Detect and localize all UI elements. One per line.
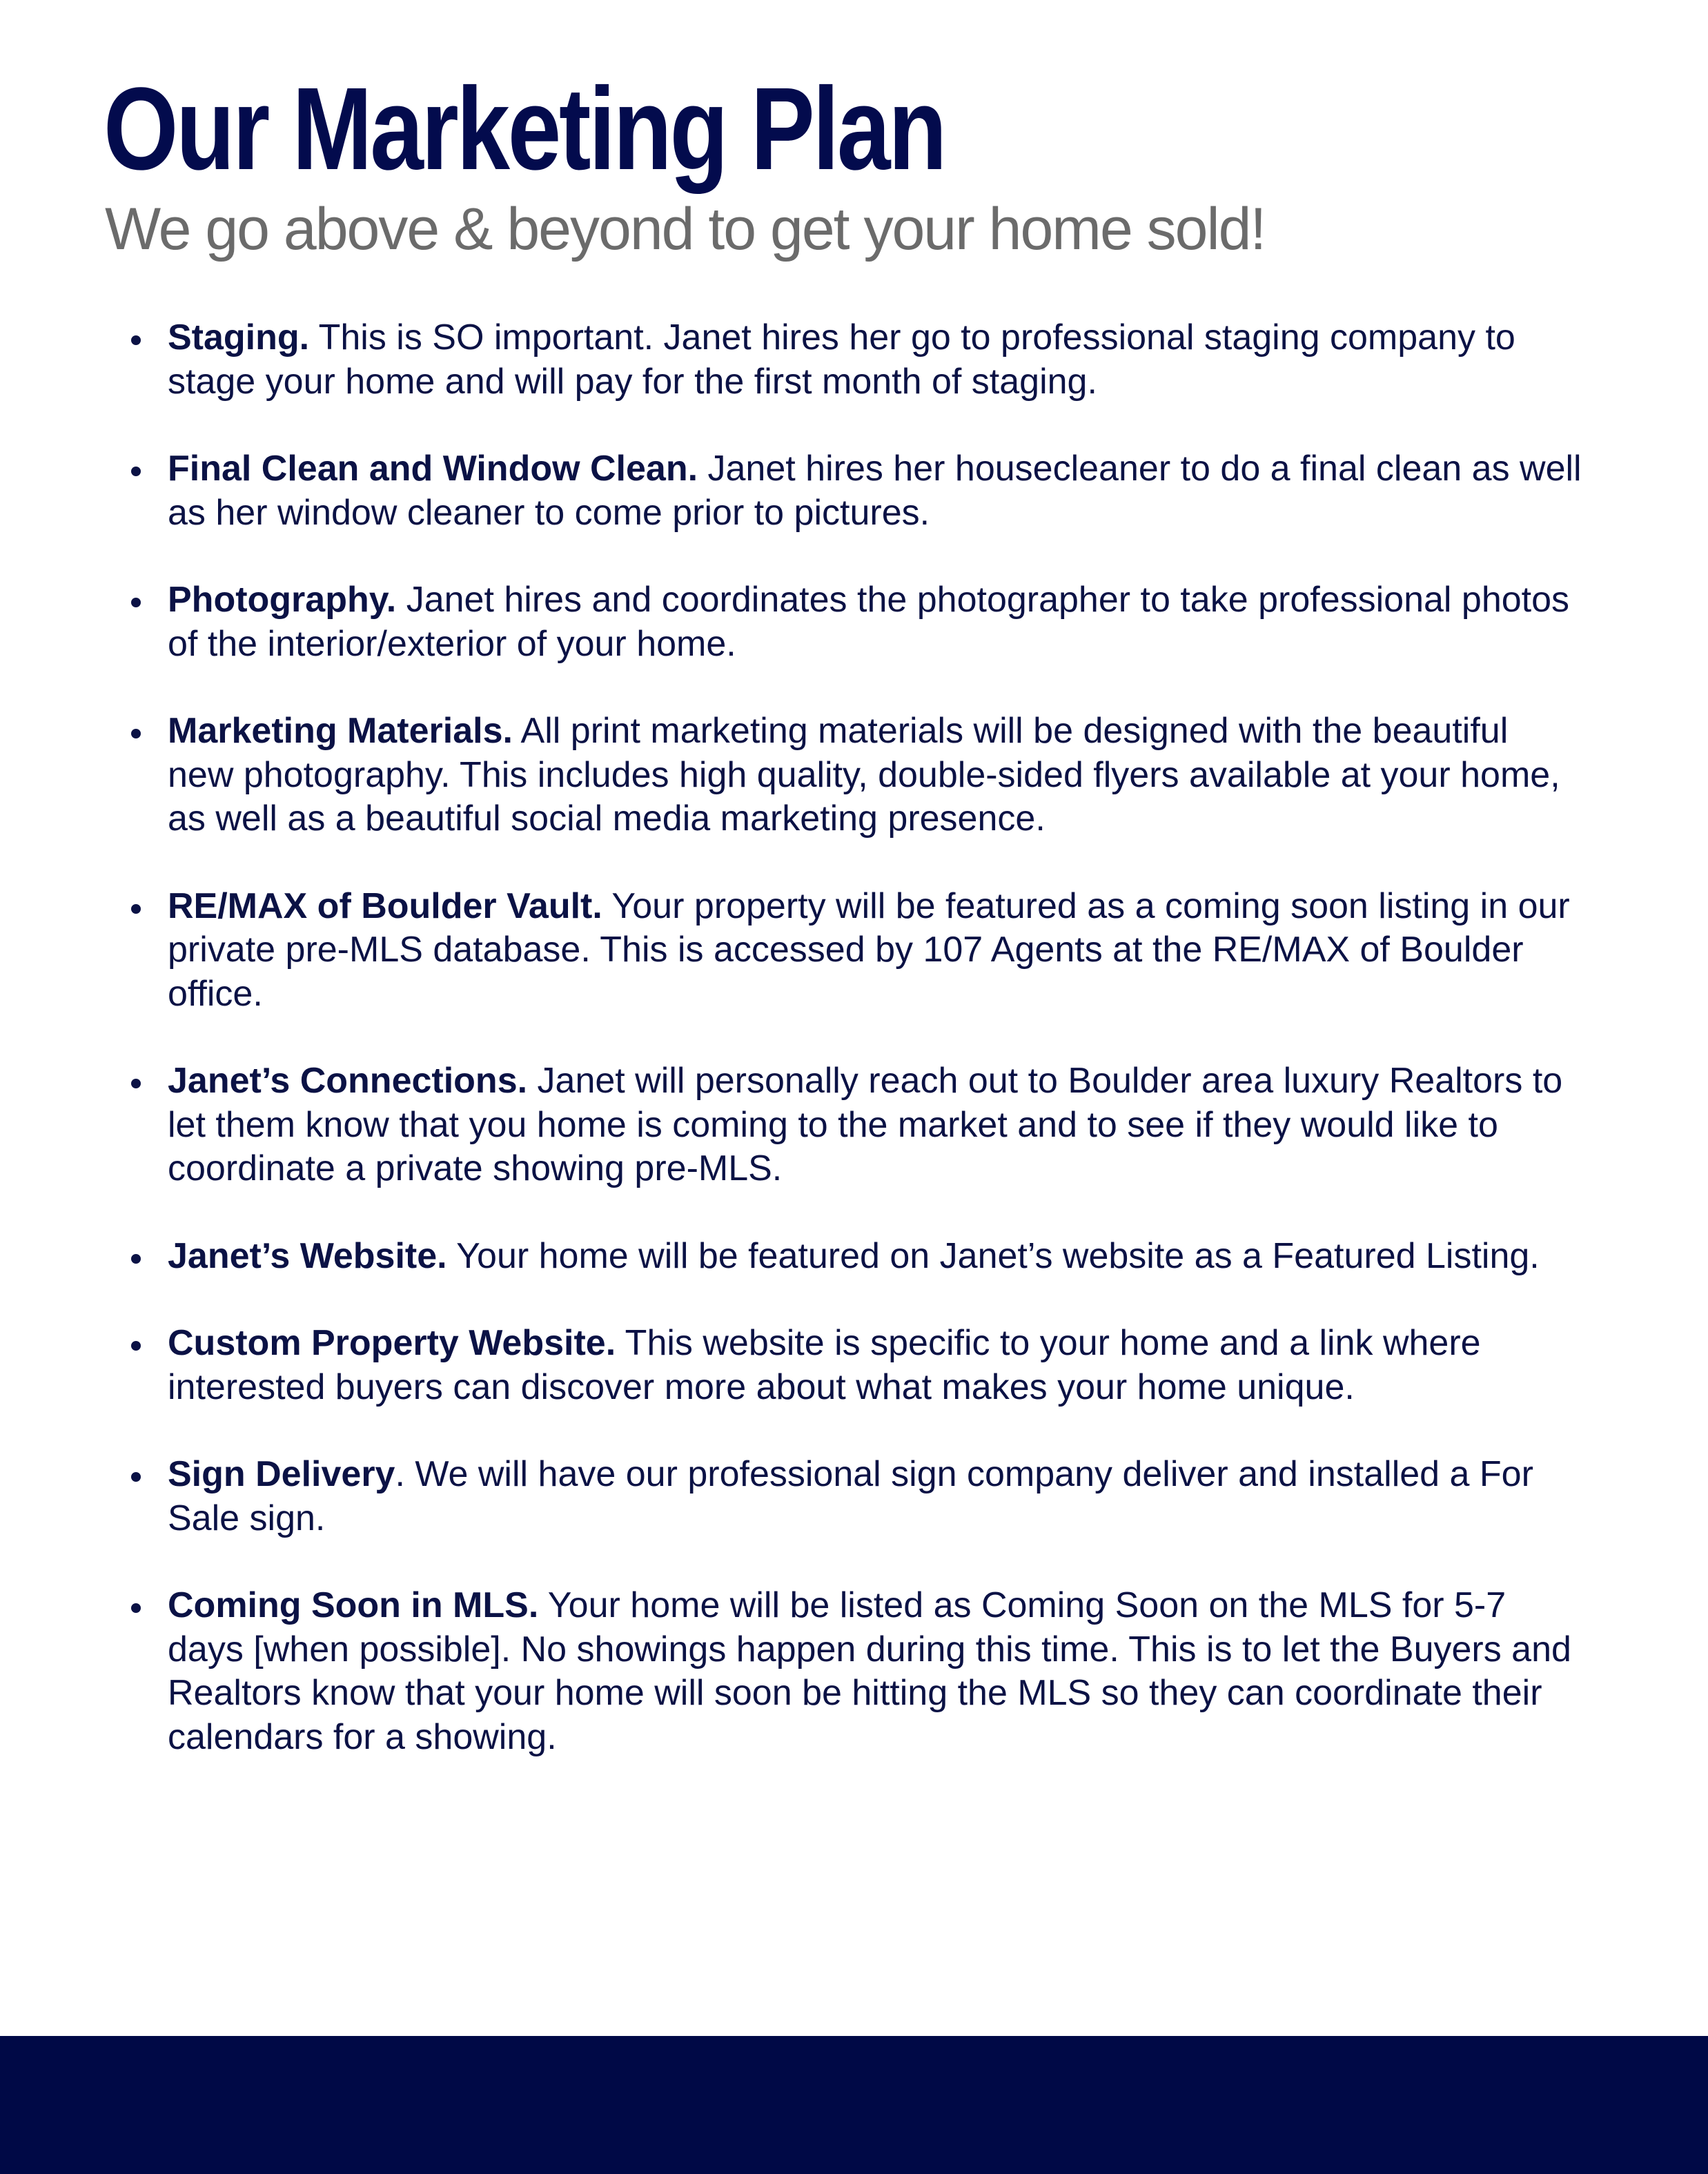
plan-item-photography (168, 578, 1582, 666)
plan-item-title: Photography. (168, 580, 397, 620)
plan-item-text: Your home will be featured on Janet’s website as a Featured Listing. (446, 1235, 1540, 1276)
plan-item-text: This is SO important. Janet hires her go to professional staging company to stage your home and will pay for the first month of staging. (168, 317, 1515, 402)
plan-item-sign-delivery (168, 1453, 1582, 1540)
plan-item-text: This website is specific to your home and a link where interested buyers can discover more about what makes your home unique. (168, 1323, 1481, 1407)
plan-item-text: All print marketing materials will be designed with the beautiful new photography. This includes high quality, double-sided flyers available at your home, as well as a beautiful social media marketing presence. (168, 711, 1560, 839)
plan-item-text: Janet hires and coordinates the photographer to take professional photos of the interior/exterior of your home. (168, 580, 1570, 664)
plan-item-text: Your property will be featured as a coming soon listing in our private pre-MLS database. This is accessed by 107 Agents at the RE/MAX of Boulder office. (168, 885, 1570, 1014)
page-title: Our Marketing Plan (104, 63, 945, 195)
plan-item-title: Janet’s Connections. (168, 1061, 528, 1101)
plan-item-title: RE/MAX of Boulder Vault. (168, 885, 602, 926)
plan-item-staging (168, 316, 1582, 404)
plan-item-final-clean (168, 447, 1582, 535)
plan-item-marketing-materials (168, 709, 1582, 841)
plan-item-text: . We will have our professional sign company deliver and installed a For Sale sign. (168, 1454, 1533, 1538)
plan-item-title: Final Clean and Window Clean. (168, 449, 698, 489)
marketing-plan-list (168, 316, 1582, 1803)
plan-item-text: Your home will be listed as Coming Soon on the MLS for 5-7 days [when possible]. No showings happen during this time. This is to let the Buyers and Realtors know that your home will soon be hitting the MLS so they can coordinate their calendars for a showing. (168, 1585, 1571, 1757)
plan-item-title: Janet’s Website. (168, 1235, 447, 1276)
plan-item-title: Staging. (168, 317, 310, 358)
plan-item-property-website (168, 1322, 1582, 1409)
plan-item-text: Janet hires her housecleaner to do a final clean as well as her window cleaner to come prior to pictures. (168, 449, 1582, 533)
plan-item-website (168, 1235, 1582, 1279)
plan-item-coming-soon (168, 1584, 1582, 1759)
page-subtitle: We go above & beyond to get your home sold! (105, 196, 1266, 262)
footer-band (0, 2036, 1708, 2174)
plan-item-title: Coming Soon in MLS. (168, 1585, 539, 1625)
plan-item-text: Janet will personally reach out to Boulder area luxury Realtors to let them know that you home is coming to the market and to see if they would like to coordinate a private showing pre-MLS. (168, 1061, 1563, 1188)
plan-item-title: Custom Property Website. (168, 1323, 616, 1363)
plan-item-connections (168, 1059, 1582, 1191)
plan-item-title: Sign Delivery (168, 1454, 395, 1494)
plan-item-title: Marketing Materials. (168, 711, 513, 751)
plan-item-remax-vault (168, 885, 1582, 1017)
